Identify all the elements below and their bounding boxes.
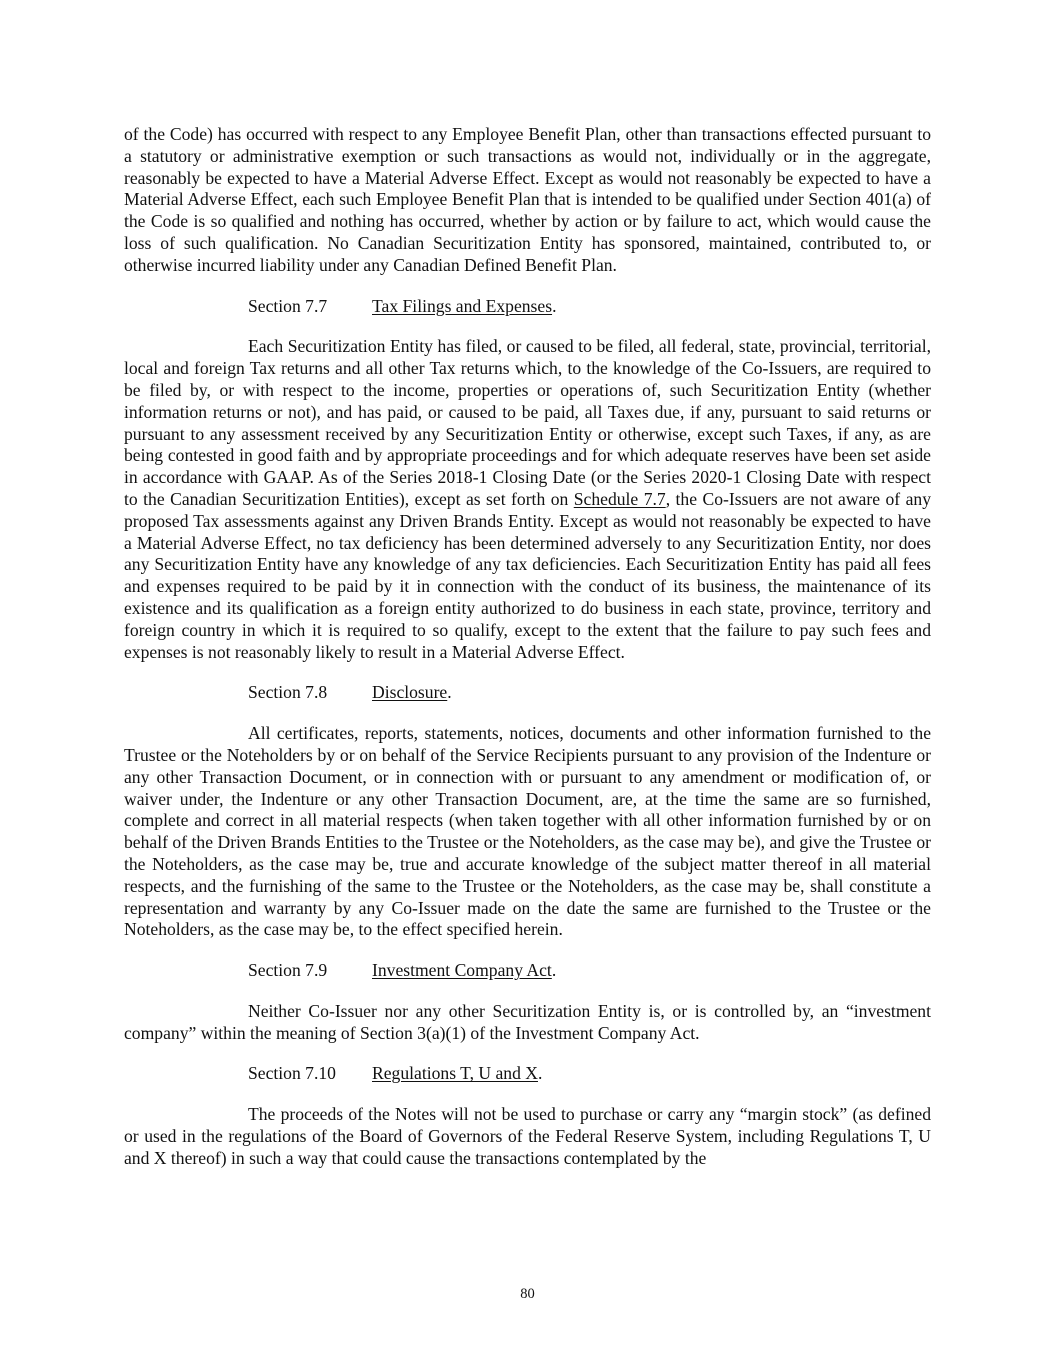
section-number: Section 7.10 (248, 1063, 336, 1084)
section-title-suffix: . (552, 295, 557, 316)
section-7-10-body: The proceeds of the Notes will not be used to purchase or carry any “margin stock” (as defined or used in the regulations of the Board of Governors of the Federal Reserve System, including Regulations T, U and X thereof) in such a way that could cause the transactions contemplated by the (124, 1104, 931, 1168)
section-7-9-body: Neither Co-Issuer nor any other Securitization Entity is, or is controlled by, an “investment company” within the meaning of Section 3(a)(1) of the Investment Company Act. (124, 1000, 931, 1043)
section-number: Section 7.9 (248, 960, 328, 981)
section-number: Section 7.8 (248, 682, 328, 703)
schedule-7-7-reference: Schedule 7.7 (573, 488, 666, 509)
section-7-8-body: All certificates, reports, statements, notices, documents and other information furnished to the Trustee or the Noteholders by or on behalf of the Service Recipients pursuant to any provision of the Indenture or any other Transaction Document, or in connection with or pursuant to any amendment or modification of, or waiver under, the Indenture or any other Transaction Document, are, at the time the same are so furnished, complete and correct in all material respects (when taken together with all other information furnished by or on behalf of the Driven Brands Entities to the Trustee or the Noteholders, as the case may be), and give the Trustee or the Noteholders, as the case may be, true and accurate knowledge of the subject matter thereof in all material respects, and the furnishing of the same to the Trustee or the Noteholders, as the case may be, shall constitute a representation and warranty by any Co-Issuer made on the date the same are furnished to the Trustee or the Noteholders, as the case may be, to the effect specified herein. (124, 723, 931, 940)
section-title: Disclosure (372, 682, 448, 703)
section-7-10-heading (124, 1063, 931, 1085)
section-7-7-body-part2: , the Co-Issuers are not aware of any proposed Tax assessments against any Driven Brands Entity. Except as would not reasonably be expected to have a Material Adverse Effect, no tax deficiency has been determined adversely to any Securitization Entity, nor does any Securitization Entity have any knowledge of any tax deficiencies. Each Securitization Entity has paid all fees and expenses required to be paid by it in connection with the conduct of its business, the maintenance of its existence and its qualification as a foreign entity authorized to do business in each state, province, territory and foreign country in which it is required to so qualify, except to the extent that the failure to pay such fees and expenses is not reasonably likely to result in a Material Adverse Effect. (124, 488, 931, 662)
section-7-8-heading (124, 682, 931, 704)
continued-paragraph: of the Code) has occurred with respect to any Employee Benefit Plan, other than transactions effected pursuant to a statutory or administrative exemption or such transactions as would not, individually or in the aggregate, reasonably be expected to have a Material Adverse Effect. Except as would not reasonably be expected to have a Material Adverse Effect, each such Employee Benefit Plan that is intended to be qualified under Section 401(a) of the Code is so qualified and nothing has occurred, whether by action or by failure to act, which would cause the loss of such qualification. No Canadian Securitization Entity has sponsored, maintained, contributed to, or otherwise incurred liability under any Canadian Defined Benefit Plan. (124, 124, 931, 275)
section-title-suffix: . (551, 960, 557, 981)
section-title: Tax Filings and Expenses (372, 295, 553, 316)
page-number: 80 (520, 1286, 535, 1302)
section-7-7-body-part1: Each Securitization Entity has filed, or caused to be filed, all federal, state, provincial, territorial, local and foreign Tax returns and all other Tax returns which, to the knowledge of the Co-Issuers, are required to be filed by, or with respect to the income, properties or operations of, such Securitization Entity (whether information returns or not), and has paid, or caused to be paid, all Taxes due, if any, pursuant to said returns or pursuant to any assessment received by any Securitization Entity or otherwise, except such Taxes, if any, as are being contested in good faith and by appropriate proceedings and for which adequate reserves have been set aside in accordance with GAAP. As of the Series 2018-1 Closing Date (or the Series 2020-1 Closing Date with respect to the Canadian Securitization Entities), except as set forth on (124, 336, 931, 509)
section-7-7-heading (124, 296, 931, 318)
section-7-9-heading (124, 960, 931, 982)
section-title: Investment Company Act (372, 960, 552, 981)
section-title: Regulations T, U and X (372, 1063, 538, 1084)
section-7-7-body (124, 336, 931, 663)
section-title-suffix: . (537, 1063, 543, 1084)
section-number: Section 7.7 (248, 295, 328, 316)
section-title-suffix: . (447, 682, 452, 703)
document-page (124, 124, 931, 1170)
